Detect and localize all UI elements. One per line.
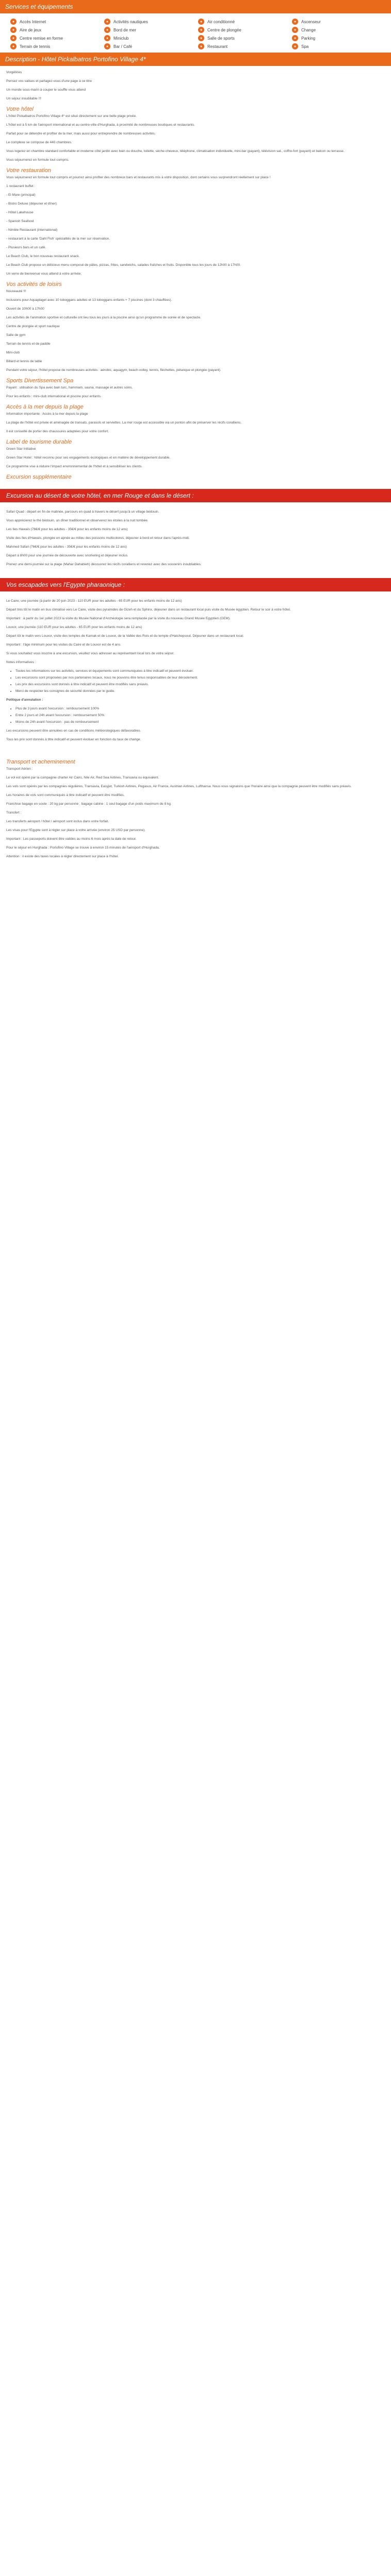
paragraph: Notes informatives : [6,660,36,664]
paragraph: Le vol est opéré par la compagnie charter Air Cairo, Nile Air, Red Sea Airlines, Transavia ou équivalent. [6,776,159,779]
paragraph: Green Star Initiative [6,447,36,451]
paragraph: Safari Quad : départ en fin de matinée, parcours en quad à travers le désert jusqu'à un village bédouin. [6,510,159,514]
paragraph: - restaurant à la carte 'Dahl Fish' spécialités de la mer sur réservation. [6,237,110,241]
service-item [104,27,193,33]
service-label: Centre remise en forme [20,36,63,41]
paragraph: - El Mare (principal) [6,193,36,197]
paragraph: Les visas pour l'Egypte sont à régler sur place à votre arrivée (environ 25 USD par personne). [6,828,146,832]
service-label: Centre de plongée [207,27,241,32]
service-label: Spa [301,44,309,49]
paragraph: Louxor, une journée (110 EUR pour les adultes - 65 EUR pour les enfants moins de 12 ans) [6,625,142,629]
service-label: Air conditionné [207,19,235,24]
service-item [104,43,193,49]
egypte-title: Vos escapades vers l'Egypte pharaonique : [0,578,391,591]
description-title: Description - Hôtel Pickalbatros Portofino Village 4* [0,53,391,66]
paragraph: Transfert : [6,811,22,815]
paragraph: Les horaires de vols sont communiqués à titre indicatif et peuvent être modifiés. [6,793,125,797]
transport-heading: Transport et acheminement [6,759,75,765]
page [0,0,391,867]
list-item: • Moins de 24h avant l'excursion : pas de remboursement [15,720,385,725]
paragraph: Les vols sont opérés par les compagnies régulières, Transavia, Easyjet, Turkish Airlines, Pegasus, Air France, Austrian Airlines, Lufthansa. Nous vous signalons que l'horaire ainsi que la compagnie peuvent être modifiés sans préavis. [6,785,352,788]
paragraph: Important : à partir du 1er juillet 2023 la visite du Musée National d'Archéologie sera remplacée par la visite du nouveau Grand Musée Egyptien (GEM). [6,617,231,620]
playground-icon: ● [10,27,17,33]
service-item [292,43,381,49]
description-content [0,66,391,486]
excursions-heading: Excursion supplémentaire [6,474,72,480]
sports-heading: Sports Divertissement Spa [6,378,74,384]
service-item [10,19,99,25]
list-item: • Les excursions sont proposées par nos partenaires locaux, nous ne pouvons être tenus responsables de leur déroulement. [15,675,385,681]
restaurant-icon: ● [198,43,204,49]
paragraph: Franchise bagage en soute : 20 kg par personne ; bagage cabine : 1 seul bagage d'un poids maximum de 8 kg. [6,802,172,806]
paragraph: Départ tôt le matin vers Louxor, visite des temples de Karnak et de Louxor, de la Vallée des Rois et du temple d'Hatchepsout. Déjeuner dans un restaurant local. [6,634,244,638]
paragraph: 1 restaurant buffet : [6,184,36,188]
paragraph: Attention : il existe des taxes locales à régler directement sur place à l'hôtel. [6,855,119,858]
paragraph: Un monde sous-marin à couper le souffle vous attend [6,88,86,92]
paragraph: Salle de gym [6,333,26,337]
service-item [104,35,193,41]
paragraph: Important : Les passeports doivent être valides au moins 6 mois après la date de retour. [6,837,137,841]
service-label: Accès Internet [20,19,46,24]
fitness-icon: ● [10,35,17,41]
excursion-content [0,505,391,575]
service-label: Parking [301,36,316,41]
paragraph: - Bistro Deluxe (déjeuner et dîner) [6,202,57,206]
paragraph: - Nimble Restaurant (international) [6,228,58,232]
service-item [198,19,287,25]
service-label: Ascenseur [301,19,321,24]
service-item [198,43,287,49]
paragraph: L'hôtel est à 5 km de l'aéroport international et au centre-ville d'Hurghada, à proximité de nombreuses boutiques et restaurants. [6,123,195,127]
diving-icon: ● [198,27,204,33]
paragraph: Vous séjournerez en formule tout compris. [6,158,69,162]
paragraph: Le complexe se compose de 440 chambres. [6,141,72,144]
list-item: • Entre 2 jours et 24h avant l'excursion : remboursement 50% [15,713,385,718]
paragraph: Ce programme vise à réduire l'impact environnemental de l'hôtel et à sensibiliser les clients. [6,465,143,468]
paragraph: Mahmed Safari (76€/€ pour les adultes - 35€/€ pour les enfants moins de 12 ans) [6,545,127,549]
service-label: Change [301,27,316,32]
paragraph: Un verre de bienvenue vous attend à votre arrivée. [6,272,82,276]
paragraph: Les Iles Hawaïs (76€/€ pour les adultes - 35€/€ pour les enfants moins de 12 ans) [6,528,128,531]
paragraph: Transport Aérien : [6,767,33,771]
paragraph: - Spanish Seafood [6,219,34,223]
paragraph: Inclusions pour Aquaplaget avec 10 toboggans adultes et 13 toboggans enfants + 7 piscines (dont 3 chauffées). [6,298,172,302]
excursion-title: Excursion au désert de votre hôtel, en mer Rouge et dans le désert : [0,489,391,502]
egypte-content [0,595,391,750]
waves-icon: ● [104,27,110,33]
service-item [198,27,287,33]
child-icon: ● [104,35,110,41]
paragraph: Pour les enfants : mini-club international et piscine pour enfants. [6,395,102,398]
list-item: • Toutes les informations sur les activités, services et équipements sont communiquées à titre indicatif et peuvent évoluer. [15,669,385,674]
votre-hotel-heading: Votre hôtel [6,106,34,112]
paragraph: - Plusieurs bars et un café. [6,246,46,249]
paragraph: Nouveauté !!! [6,290,26,293]
paragraph: Les transferts aéroport / hôtel / aéroport sont inclus dans votre forfait. [6,820,109,823]
paragraph: Vorgélines [6,71,22,74]
service-label: Aire de jeux [20,27,42,32]
paragraph: Parfait pour se détendre et profiter de la mer, mais aussi pour entreprendre de nombreuses activités. [6,132,156,135]
paragraph: L'hôtel Pickalbatros Portofino Village 4* est situé directement sur une belle plage privée. [6,114,137,118]
service-label: Activités nautiques [113,19,148,24]
snowflake-icon: ● [198,19,204,25]
service-item [10,35,99,41]
paragraph: Visite des îles d'Hawaïs, plongée en apnée au milieu des poissons multicolores, déjeuner à bord et retour dans l'après-midi. [6,536,190,540]
parking-icon: ● [292,35,298,41]
list-item: • Les prix des excursions sont donnés à titre indicatif et peuvent être modifiés sans préavis. [15,682,385,687]
list-item: • Merci de respecter les consignes de sécurité données par le guide. [15,689,385,694]
paragraph: Centre de plongée et sport nautique [6,325,60,328]
paragraph: Green Star Hotel : hôtel reconnu pour ses engagements écologiques et en matière de développement durable. [6,456,171,460]
paragraph: Départ très tôt le matin en bus climatisé vers Le Caire, visite des pyramides de Gizeh et du Sphinx, déjeuner dans un restaurant local puis visite du Musée égyptien. Retour le soir à votre hôtel. [6,608,291,612]
service-label: Bord de mer [113,27,137,32]
paragraph: Vous apprécierez le thé bédouin, un dîner traditionnel et observerez les étoiles à la nuit tombée. [6,519,149,522]
politique-heading: Politique d'annulation : [6,698,43,702]
paragraph: Il est conseillé de porter des chaussures adaptées pour votre confort. [6,430,109,433]
paragraph: Le Caire, une journée (à partir de 20 juin 2023 - 110 EUR pour les adultes - 65 EUR pour les enfants moins de 12 ans) [6,599,182,603]
transport-content [0,750,391,867]
paragraph: Information importante : Accès à la mer depuis la plage [6,412,88,416]
paragraph: Les excursions peuvent être annulées en cas de conditions météorologiques défavorables. [6,729,141,733]
coffee-icon: ● [104,43,110,49]
tennis-icon: ● [10,43,17,49]
label-heading: Label de tourisme durable [6,439,72,445]
paragraph: Important : l'âge minimum pour les visites du Caire et de Louxor est de 4 ans. [6,643,121,647]
paragraph: Un séjour inoubliable !!! [6,97,41,100]
service-item [10,43,99,49]
paragraph: Tous les prix sont donnés à titre indicatif et peuvent évoluer en fonction du taux de change. [6,738,141,741]
paragraph: Terrain de tennis et de paddle [6,342,51,346]
list-item: • Plus de 3 jours avant l'excursion : remboursement 100% [15,706,385,711]
paragraph: Vous séjournerez en formule tout compris et pourrez ainsi profiter des nombreux bars et restaurants mis à votre disposition, dont certains vous surprendront réellement sur place ! [6,176,271,179]
paragraph: Le Beach Club propose un délicieux menu composé de pâtes, pizzas, frites, sandwichs, salades fraîches et fruits. Disponible tous les jours de 12h00 à 17h00. [6,263,241,267]
gym-icon: ● [198,35,204,41]
paragraph: Prenez une demi-journée sur la plage (Mahar Dahabieh) découvrez les récifs coralliens et revenez avec des souvenirs inoubliables. [6,563,202,566]
paragraph: Pensez vos valises et partagez-vous d'une page à ce titre [6,79,92,83]
boat-icon: ● [104,19,110,25]
activites-heading: Vos activités de loisirs [6,281,62,287]
service-item [10,27,99,33]
service-label: Terrain de tennis [20,44,51,49]
service-item [198,35,287,41]
wifi-icon: ● [10,19,17,25]
paragraph: Billard et tennis de table [6,360,42,363]
service-label: Restaurant [207,44,228,49]
paragraph: Payant : utilisation du Spa avec bain turc, hammam, sauna, massage et autres soins. [6,386,133,389]
elevator-icon: ● [292,19,298,25]
service-item [104,19,193,25]
paragraph: Pendant votre séjour, l'hôtel propose de nombreuses activités : aérobic, aquagym, beach-volley, tennis, fléchettes, pétanque et plongée (payant). [6,368,221,372]
spa-icon: ● [292,43,298,49]
paragraph: Vous logerez en chambre standard confortable et moderne côté jardin avec bain ou douche, toilette, sèche-cheveux, téléphone, climatisation individuelle, mini-bar (payant), télévision sat., coffre-fort (payant) et balcon ou terrasse. [6,149,345,153]
paragraph: - Hôtel Lakehouse [6,211,34,214]
paragraph: Le Beach Club, le bon nouveau restaurant snack. [6,255,80,258]
service-item [292,19,381,25]
money-icon: ● [292,27,298,33]
politique-list [15,706,385,725]
service-label: Bar / Café [113,44,133,49]
paragraph: La plage de l'hôtel est privée et aménagée de transats, parasols et serviettes. La mer rouge est accessible via un ponton afin de préserver les récifs coralliens. [6,421,242,425]
paragraph: Mini-club [6,351,20,354]
service-label: Salle de sports [207,36,235,41]
plage-heading: Accès à la mer depuis la plage [6,404,84,410]
paragraph: Si vous souhaitez vous inscrire à une excursion, veuillez vous adresser au représentant local lors de votre séjour. [6,652,174,655]
services-title: Services et équipements [0,0,391,13]
service-item [292,35,381,41]
paragraph: Les activités de l'animation sportive et culturelle ont lieu tous les jours à la piscine ainsi qu'un programme de soirée et de spectacle. [6,316,201,319]
paragraph: Départ à 8h00 pour une journée de découverte avec snorkeling et déjeuner inclus. [6,554,128,557]
paragraph: Ouvert de 10h00 à 17h00 [6,307,44,311]
restauration-heading: Votre restauration [6,167,52,174]
service-label: Miniclub [113,36,129,41]
notes-list [15,669,385,694]
service-item [292,27,381,33]
paragraph: Pour le séjour en Hurghada : Portofino Village se trouve à environ 15 minutes de l'aéroport d'Hurghada. [6,846,160,850]
services-grid [0,13,391,53]
